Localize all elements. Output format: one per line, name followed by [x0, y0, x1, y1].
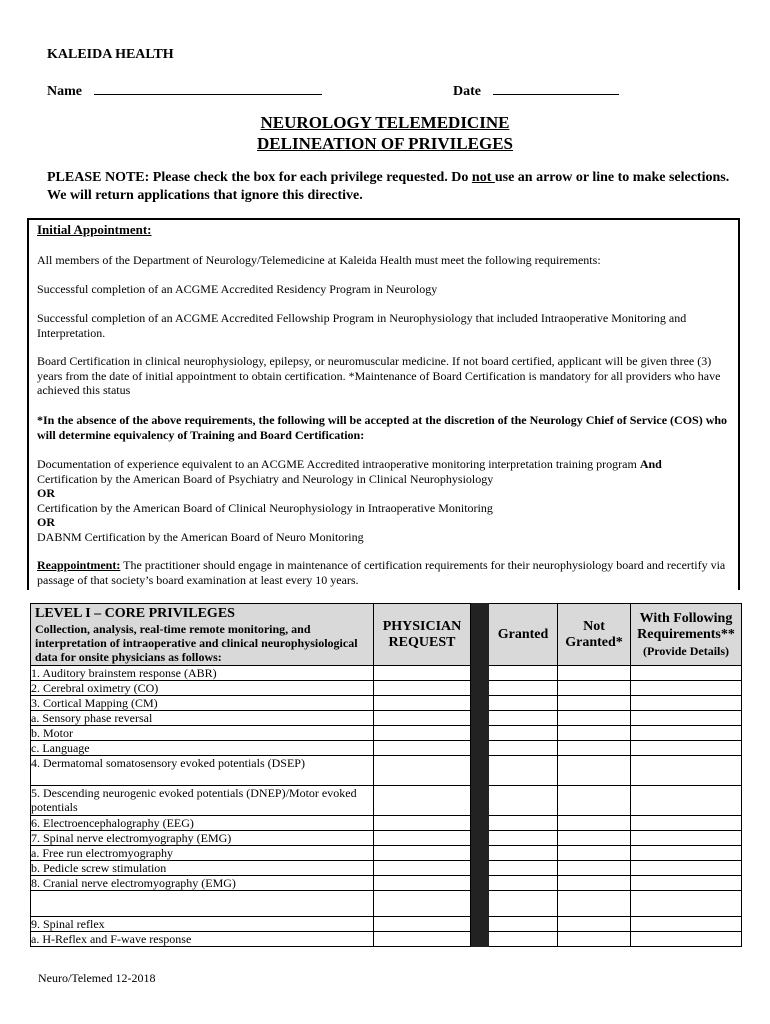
not-granted-checkbox[interactable] [558, 816, 631, 831]
privilege-label: b. Motor [31, 726, 374, 741]
requirement-residency: Successful completion of an ACGME Accredited Residency Program in Neurology [37, 282, 438, 296]
separator-cell [471, 666, 489, 681]
physician-request-checkbox[interactable] [374, 786, 471, 816]
requirements-intro: All members of the Department of Neurology/Telemedicine at Kaleida Health must meet the following requirements: [37, 253, 601, 267]
privilege-row [31, 696, 742, 711]
physician-request-checkbox[interactable] [374, 726, 471, 741]
separator-cell [471, 831, 489, 846]
separator-cell [471, 861, 489, 876]
separator-cell [471, 816, 489, 831]
not-granted-checkbox[interactable] [558, 932, 631, 947]
privilege-label: a. Free run electromyography [31, 846, 374, 861]
not-granted-checkbox[interactable] [558, 831, 631, 846]
not-granted-checkbox[interactable] [558, 861, 631, 876]
granted-checkbox[interactable] [489, 726, 558, 741]
granted-checkbox[interactable] [489, 756, 558, 786]
alt-dabnm-certification: DABNM Certification by the American Board of Neuro Monitoring [37, 529, 364, 544]
physician-request-checkbox[interactable] [374, 756, 471, 786]
requirements-field[interactable] [631, 786, 742, 816]
granted-checkbox[interactable] [489, 681, 558, 696]
privilege-label: a. H-Reflex and F-wave response [31, 932, 374, 947]
not-granted-checkbox[interactable] [558, 726, 631, 741]
not-granted-checkbox[interactable] [558, 876, 631, 891]
separator-cell [471, 786, 489, 816]
requirements-field[interactable] [631, 816, 742, 831]
not-granted-header: Not Granted* [558, 604, 631, 666]
granted-checkbox[interactable] [489, 876, 558, 891]
granted-checkbox [489, 891, 558, 917]
physician-request-checkbox[interactable] [374, 816, 471, 831]
privilege-row [31, 756, 742, 786]
not-granted-checkbox[interactable] [558, 666, 631, 681]
physician-request-header: PHYSICIAN REQUEST [374, 604, 471, 666]
level-description: Collection, analysis, real-time remote monitoring, and interpretation of intraoperative and clinical neurophysiological data for onsite physicians as follows: [35, 622, 358, 664]
requirements-field[interactable] [631, 932, 742, 947]
granted-checkbox[interactable] [489, 917, 558, 932]
requirements-field[interactable] [631, 831, 742, 846]
or-separator-1: OR [37, 486, 55, 500]
privilege-label: 2. Cerebral oximetry (CO) [31, 681, 374, 696]
requirements-field[interactable] [631, 711, 742, 726]
physician-request-checkbox[interactable] [374, 917, 471, 932]
granted-checkbox[interactable] [489, 741, 558, 756]
privilege-row [31, 666, 742, 681]
privilege-label: 1. Auditory brainstem response (ABR) [31, 666, 374, 681]
separator-cell [471, 711, 489, 726]
granted-checkbox[interactable] [489, 711, 558, 726]
initial-appointment-heading: Initial Appointment: [37, 222, 152, 237]
absence-clause: *In the absence of the above requirements, the following will be accepted at the discretion of the Neurology Chief of Service (COS) who will determine equivalency of Training and Board Certification: [37, 413, 728, 442]
granted-checkbox[interactable] [489, 861, 558, 876]
spacer-row [31, 891, 742, 917]
granted-checkbox[interactable] [489, 831, 558, 846]
not-granted-checkbox[interactable] [558, 917, 631, 932]
requirements-field[interactable] [631, 666, 742, 681]
not-granted-checkbox[interactable] [558, 681, 631, 696]
privilege-row [31, 786, 742, 816]
alt-documentation: Documentation of experience equivalent to an ACGME Accredited intraoperative monitoring interpretation training program And [37, 457, 662, 471]
name-field [47, 82, 322, 100]
granted-header: Granted [489, 604, 558, 666]
granted-checkbox[interactable] [489, 696, 558, 711]
reappointment: Reappointment: The practitioner should engage in maintenance of certification requirements for their neurophysiology board and recertify via passage of that society’s board examination at least every 10 years. [37, 558, 726, 587]
privilege-row [31, 681, 742, 696]
privilege-row [31, 876, 742, 891]
privilege-label: 5. Descending neurogenic evoked potentials (DNEP)/Motor evoked potentials [31, 786, 374, 816]
physician-request-checkbox[interactable] [374, 831, 471, 846]
not-granted-checkbox[interactable] [558, 756, 631, 786]
privilege-row [31, 711, 742, 726]
privilege-label: 9. Spinal reflex [31, 917, 374, 932]
requirements-field[interactable] [631, 726, 742, 741]
alternative-requirements [37, 457, 734, 544]
privilege-row [31, 846, 742, 861]
privilege-row [31, 741, 742, 756]
privilege-row [31, 861, 742, 876]
granted-checkbox[interactable] [489, 786, 558, 816]
date-input-line[interactable] [493, 82, 619, 95]
separator-cell [471, 681, 489, 696]
separator-cell [471, 917, 489, 932]
with-requirements-header: With Following Requirements** (Provide Details) [631, 604, 742, 666]
physician-request-checkbox[interactable] [374, 846, 471, 861]
privilege-label: 3. Cortical Mapping (CM) [31, 696, 374, 711]
level-title: LEVEL I – CORE PRIVILEGES [35, 606, 235, 621]
separator-cell [471, 696, 489, 711]
separator-cell [471, 741, 489, 756]
level-header-cell [31, 604, 374, 666]
separator-cell [471, 891, 489, 917]
not-granted-checkbox[interactable] [558, 786, 631, 816]
not-granted-checkbox[interactable] [558, 711, 631, 726]
requirements-field[interactable] [631, 876, 742, 891]
privilege-label: b. Pedicle screw stimulation [31, 861, 374, 876]
alt-abpn-certification: Certification by the American Board of Psychiatry and Neurology in Clinical Neurophysiology [37, 471, 494, 486]
separator-cell [471, 756, 489, 786]
privileges-table [30, 603, 742, 947]
not-granted-checkbox[interactable] [558, 846, 631, 861]
date-field [453, 82, 619, 100]
physician-request-checkbox [374, 891, 471, 917]
physician-request-checkbox[interactable] [374, 876, 471, 891]
granted-checkbox[interactable] [489, 666, 558, 681]
physician-request-checkbox[interactable] [374, 681, 471, 696]
separator-column [471, 604, 489, 666]
privilege-label: c. Language [31, 741, 374, 756]
privilege-label [31, 891, 374, 917]
title-line-2: DELINEATION OF PRIVILEGES [257, 134, 513, 153]
physician-request-checkbox[interactable] [374, 861, 471, 876]
requirements-field[interactable] [631, 846, 742, 861]
privilege-row [31, 917, 742, 932]
requirements-field[interactable] [631, 681, 742, 696]
requirements-field[interactable] [631, 696, 742, 711]
physician-request-checkbox[interactable] [374, 741, 471, 756]
not-granted-checkbox [558, 891, 631, 917]
requirements-box [27, 218, 740, 590]
physician-request-checkbox[interactable] [374, 666, 471, 681]
footer-revision: Neuro/Telemed 12-2018 [38, 971, 156, 985]
name-label: Name [47, 84, 82, 99]
privilege-row [31, 726, 742, 741]
privilege-label: 8. Cranial nerve electromyography (EMG) [31, 876, 374, 891]
privilege-row [31, 932, 742, 947]
title-line-1: NEUROLOGY TELEMEDICINE [260, 113, 510, 132]
physician-request-checkbox[interactable] [374, 696, 471, 711]
requirements-field[interactable] [631, 741, 742, 756]
organization-name: KALEIDA HEALTH [47, 47, 174, 62]
privilege-label: 6. Electroencephalography (EEG) [31, 816, 374, 831]
name-input-line[interactable] [94, 82, 322, 95]
requirement-board-certification: Board Certification in clinical neurophysiology, epilepsy, or neuromuscular medicine. If not board certified, applicant will be given three (3) years from the date of initial appointment to obtain certification. *Maintenance of Board Certification is mandatory for all providers who have achieved this status [37, 354, 721, 397]
granted-checkbox[interactable] [489, 816, 558, 831]
privilege-label: a. Sensory phase reversal [31, 711, 374, 726]
requirements-field[interactable] [631, 756, 742, 786]
privilege-row [31, 831, 742, 846]
separator-cell [471, 726, 489, 741]
requirements-field[interactable] [631, 917, 742, 932]
requirement-fellowship: Successful completion of an ACGME Accredited Fellowship Program in Neurophysiology that included Intraoperative Monitoring and Interpretation. [37, 311, 687, 340]
physician-request-checkbox[interactable] [374, 932, 471, 947]
separator-cell [471, 846, 489, 861]
granted-checkbox[interactable] [489, 932, 558, 947]
alt-abcn-certification: Certification by the American Board of Clinical Neurophysiology in Intraoperative Monitoring [37, 500, 493, 515]
privilege-row [31, 816, 742, 831]
physician-request-checkbox[interactable] [374, 711, 471, 726]
not-granted-checkbox[interactable] [558, 741, 631, 756]
requirements-field[interactable] [631, 861, 742, 876]
date-label: Date [453, 84, 481, 99]
separator-cell [471, 876, 489, 891]
please-note: PLEASE NOTE: Please check the box for each privilege requested. Do not use an arrow or line to make selections. We will return applications that ignore this directive. [47, 170, 730, 203]
requirements-field [631, 891, 742, 917]
privilege-label: 4. Dermatomal somatosensory evoked potentials (DSEP) [31, 756, 374, 786]
separator-cell [471, 932, 489, 947]
privilege-label: 7. Spinal nerve electromyography (EMG) [31, 831, 374, 846]
granted-checkbox[interactable] [489, 846, 558, 861]
or-separator-2: OR [37, 515, 55, 529]
not-granted-checkbox[interactable] [558, 696, 631, 711]
